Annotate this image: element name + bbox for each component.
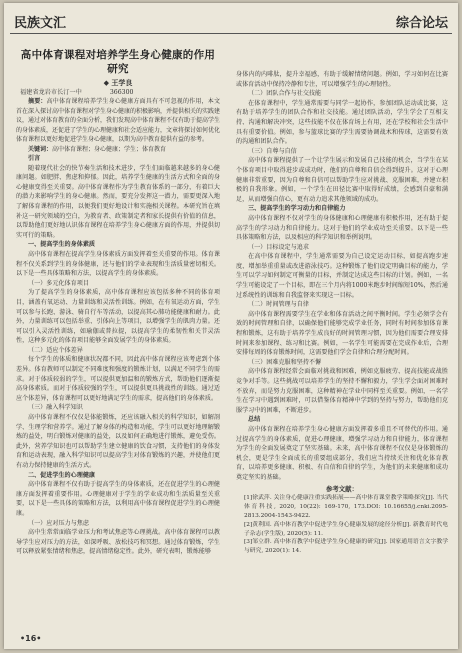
article-author: ◆ 王学良	[103, 78, 133, 87]
left-heading: （三）融入科学知识	[28, 404, 83, 412]
left-column	[16, 48, 220, 638]
left-paragraph: 高中体育课程在提高学生身体素质方面发挥着至关重要的作用。体育课程不仅关系到学生的身体健康，还与他们的学业表现和生活质量密切相关。以下是一些具体策略和方法，以提高学生的身体素质。	[16, 250, 220, 278]
left-paragraph: 每个学生的体质和健康状况都不同，因此高中体育课程应该考虑到个体差异。体育教师可以制定不同难度和强度的锻炼计划，以满足不同学生的需求。对于体质较弱的学生，可以提供更加温和的锻炼方式，帮助他们逐渐提高身体素质。而对于体质较强的学生，可以提供更具挑战性的训练。通过适应个体差异，体育课程可以更好地满足学生的需求，提高他们的身体素质。	[16, 356, 220, 402]
left-heading: （二）适应个体差异	[28, 346, 83, 354]
left-heading: 引言	[28, 155, 41, 162]
header-divider	[10, 33, 452, 34]
abstract-text: 高中体育课程培养学生身心健康方面具有不可忽视的作用，本文首在深入探讨高中体育课程对学生身心健康的积极影响，并提供相关的实践建议，通过对体育教育的全面分析，我们发现高中体育课程不仅有助于提高学生的身体素质，还促进了学生的心理健康和社会适应能力，文章将探讨如何优化体育课程以更好地促进学生身心健康，以期为高中教育提供有益的参考。	[16, 98, 220, 143]
right-paragraph: 高中体育课程需要学生在学业和体育活动之间平衡时间。学生必须学会有效的时间管理和自律，以确保他们能够完成学业任务，同时有时间参加体育课程和锻炼，这有助于培养学生成良好的时间管理习惯，因为他们需要合理安排时间来参加课程、练习和比赛。例如，一名学生可能需要在完成作业后，合理安排每周的体育锻炼时间，这需要他们学会自律和合理分配时间。	[236, 310, 448, 357]
affiliation-zipcode: 366300	[109, 89, 134, 96]
left-heading: 一、提高学生的身体素质	[28, 241, 96, 249]
right-paragraph: 高中体育课程不仅对学生的身体健康和心理健康有积极作用，还有助于提高学生的学习动力和自律能力。这对于他们的学业成功至关重要。以下是一些具体策略和方法，以及相应的科学知识和举例说明。	[236, 214, 448, 242]
right-heading: （三）自尊与自信	[248, 147, 297, 155]
right-paragraph: 身体内的内啡肽，提升幸福感，有助于缓解情绪问题。例如，学习如何在比赛或体育活动中保持冷静和专注，可以增强学生的心理韧性。	[236, 71, 448, 88]
keywords	[16, 145, 220, 155]
right-heading: （二）团队合作与社交技能	[248, 90, 322, 98]
right-paragraph: 在高中体育课程中，学生通常需要为自己设定运动目标，如提高跑步速度、增加举重重量或改进游泳技巧。这种锻炼了他们设定明确目标的能力，学生可以学习如何制定可衡量的目标，并制定达成这些目标的计划。例如，一名学生可能设定了一个目标，即在三个月内将1000米跑步时间缩短10%，然后通过系统性的训练和自我监督来实现这一目标。	[236, 253, 448, 299]
left-heading: （一）多元化体育项目	[28, 279, 89, 287]
affiliation-name: 福建省龙岩市长汀一中	[20, 89, 82, 96]
right-heading: 三、提高学生的学习动力和自律能力	[248, 205, 346, 213]
section-header-right: 综合论坛	[395, 16, 448, 31]
references-title: 参考文献：	[326, 484, 358, 493]
page-number-value: 16	[25, 634, 37, 643]
left-paragraph: 高中体育课程不仅仅是体能锻炼，还应该融入相关的科学知识，如解剖学、生理学和营养学。通过了解身体的构造和功能，学生可以更好地理解锻炼的益处，明白锻炼对健康的益处，以及如何正确地进行锻炼，避免受伤。此外，营养学知识也可以帮助学生建立健康的饮食习惯，支持他们的身体发育和运动表现，融入科学知识可以提高学生对体育锻炼的兴趣，并使他们更有动力保持健康的生活方式。	[16, 414, 220, 469]
reference-item: [1]徐武萍. 关注身心健康注重实践拓展——高中体育课堂教学策略探究[J]. 当代体育科技, 2020, 10(22): 169-170, 173.DOI: 10.16655/j.cnki.2095-2813.2004-1543-9422.	[244, 495, 448, 519]
keywords-text: 高中体育课程；身心健康；学生；体育教育	[52, 145, 167, 153]
article-title: 高中体育课程对培养学生身心健康的作用研究	[20, 49, 216, 75]
references-list	[236, 494, 448, 556]
left-heading: 二、促进学生的心理健康	[28, 471, 96, 479]
left-heading: （一）应对压力与焦虑	[28, 519, 89, 527]
left-paragraph: 为了提高学生的身体素质，高中体育课程应该包括多种不同的体育项目，涵盖有氧运动、力量训练和灵活性训练。例如，在有氧运动方面，学生可以参与长跑、游泳、骑自行车等活动，以提高其心肺功能健康和耐力。此外，力量训练可以包括举重、引体向上等项目，以增强学生的肌肉力量。还可以引入灵活性训练，如瑜伽或普拉提，以提高学生的柔韧性和关节灵活性，这种多元化的体育项目能够全面发展学生的身体素质。	[16, 289, 220, 345]
reference-item: [3]邹立群. 高中体育教学中促进学生身心健康的研究[J]. 国家通用语言文字教学与研究, 2020(1): 14.	[244, 539, 448, 555]
left-paragraph: 随着现代社会的快节奏生活和技术进步，学生们面临越来越多的身心健康问题。如肥胖、焦虑和抑郁。因此，培养学生健康的生活方式和全面的身心健康变得至关重要。高中体育课程作为学生教育体系的一部分，有着巨大的潜力来影响学生的身心健康。然而，要充分发挥这一潜力，需要更深入地了解体育课程的作用，以便我们更好地设计和实施相关课程。本研究旨在填补这一研究领域的空白，为教育者、政策制定者和家长提供有价值的信息，以帮助他们更好地认识体育课程在培养学生身心健康方面的作用，并提供切实可行的策略。	[16, 164, 220, 239]
right-paragraph: 高中体育课程在培养学生身心健康方面发挥着多重且不可替代的作用。通过提高学生的身体素质，促进心理健康，增强学习动力和自律能力，体育课程为学生的全面发展奠定了坚实基础。未来，高中体育课程不仅仅是身体锻炼的机会，更是学生全面成长的重要组成部分，我们应当持续关注和优化体育教育，以培养更多健康、积极、有自信和自律的学生，为他们的未来健康和成功奠定坚实的基础。	[236, 425, 448, 481]
keywords-label: 关键词：	[28, 145, 53, 153]
right-column-body	[236, 70, 448, 483]
left-column-body	[16, 154, 220, 557]
page-number: •16•	[20, 634, 42, 643]
right-heading: 总结	[248, 416, 261, 424]
section-header-left: 民族文汇	[14, 16, 67, 31]
right-heading: （一）目标设定与追求	[248, 243, 309, 251]
reference-item: [2]黄利国. 高中体育教学中促进学生身心健康发展的途径分析[J]. 新教育时代电子杂志(学生版), 2020(5): 11.	[244, 521, 448, 537]
abstract-label: 摘要：	[28, 98, 47, 105]
left-paragraph: 高中体育课程不仅有助于提高学生的身体素质，还在促进学生的心理健康方面发挥着重要作用。心理健康对于学生的学业成功和生活质量至关重要，以下是一些具体的策略和方法，以利用高中体育课程促进学生的心理健康。	[16, 481, 220, 517]
article-affiliation	[20, 88, 220, 97]
right-paragraph: 高中体育课程经常会面临对挑战和困难，例如克服疲劳、提高技能或战胜竞争对手等。这些挑战可以培养学生的坚持不懈和毅力，学生学会面对困难时不放弃，而是努力克服困难，这种精神在学业中同样至关重要。例如，一名学生在学习中遇到困难时，可以借鉴体育精神中学到的坚持与努力，帮助他们克服学习中的困难，不断进步。	[236, 368, 448, 414]
right-paragraph: 高中体育课程提供了一个让学生展示和发展自己技能的机会，当学生在某个体育项目中取得进步或成功时，他们的自尊和自信会得到提升。这对于心理健康非常重要，因为自尊和自信可以帮助学生应对挑战、克服困难，并建立积极的自我形象。例如，一个学生在田径比赛中取得好成绩，会感到自豪和满足，从而增强自信心，更有动力追求其他领域的成功。	[236, 157, 448, 203]
references	[236, 485, 448, 556]
right-column	[236, 70, 448, 635]
right-heading: （二）时间管理与自律	[248, 301, 309, 309]
right-paragraph: 在体育课程中，学生通常需要与同学一起协作，参加团队运动或比赛，这有助于培养学生的团队合作和社交技能。通过团队活动，学生学会了互相支持、沟通和解决冲突，这些技能不仅在体育场上有用，还在学校和社会生活中具有重要价值。例如，参与篮球比赛的学生需要协调战术和传球，这需要有效的沟通和团队合作。	[236, 99, 448, 146]
journal-page	[4, 3, 458, 649]
abstract	[16, 97, 220, 145]
right-heading: （三）困难克服和坚持不懈	[248, 358, 322, 366]
left-paragraph: 高中生常常面临学业压力和考试焦虑等心理挑战。高中体育课程可以教导学生应对压力的方法，如深呼吸、放松技巧和冥想。通过体育锻炼，学生可以释放紧张情绪和焦虑，提高情绪稳定性。此外，研究表明，锻炼能够	[16, 529, 220, 556]
